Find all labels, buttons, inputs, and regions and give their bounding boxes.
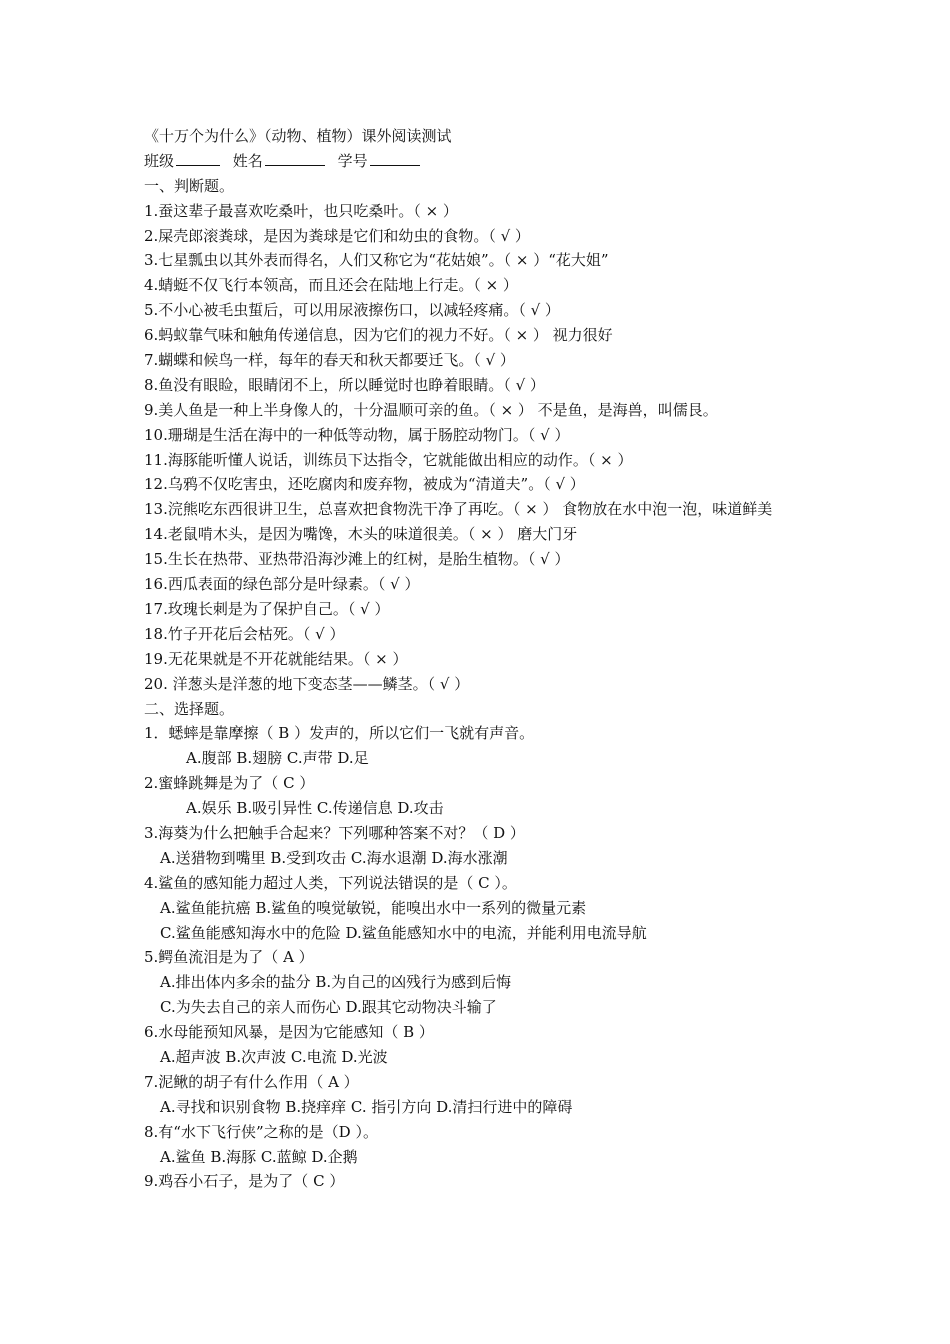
judgement-question: 20. 洋葱头是洋葱的地下变态茎——鳞茎。（ √ ） — [144, 674, 470, 693]
choice-question: 2.蜜蜂跳舞是为了（ C ） — [144, 774, 315, 793]
choice-options: A.腹部 B.翅膀 C.声带 D.足 — [186, 749, 369, 768]
student-info-line — [144, 149, 824, 174]
judgement-question: 19.无花果就是不开花就能结果。（ × ） — [144, 649, 408, 668]
choice-question: 9.鸡吞小石子，是为了（ C ） — [144, 1172, 345, 1191]
name-label: 姓名 — [232, 151, 263, 170]
choice-options: A.娱乐 B.吸引异性 C.传递信息 D.攻击 — [186, 799, 444, 818]
name-blank[interactable] — [265, 149, 325, 166]
document-content — [144, 124, 824, 1194]
judgement-question: 11.海豚能听懂人说话，训练员下达指令，它就能做出相应的动作。（ × ） — [144, 450, 633, 469]
choice-question: 7.泥鳅的胡子有什么作用（ A ） — [144, 1072, 359, 1091]
judgement-question: 9.美人鱼是一种上半身像人的，十分温顺可亲的鱼。（ × ） 不是鱼，是海兽，叫儒艮。 — [144, 400, 718, 419]
choice-question: 4.鲨鱼的感知能力超过人类，下列说法错误的是（ C ）。 — [144, 873, 517, 892]
choice-options: A.鲨鱼能抗癌 B.鲨鱼的嗅觉敏锐，能嗅出水中一系列的微量元素 — [160, 898, 587, 917]
judgement-question: 6.蚂蚁靠气味和触角传递信息，因为它们的视力不好。（ × ） 视力很好 — [144, 326, 613, 345]
class-blank[interactable] — [176, 149, 220, 166]
judgement-question: 2.屎壳郎滚粪球，是因为粪球是它们和幼虫的食物。（ √ ） — [144, 226, 530, 245]
judgement-question: 8.鱼没有眼睑，眼睛闭不上，所以睡觉时也睁着眼睛。（ √ ） — [144, 375, 545, 394]
choice-options: A.寻找和识别食物 B.挠痒痒 C. 指引方向 D.清扫行进中的障碍 — [160, 1097, 573, 1116]
judgement-question: 12.乌鸦不仅吃害虫，还吃腐肉和废弃物，被成为“清道夫”。（ √ ） — [144, 475, 585, 494]
class-label: 班级 — [144, 151, 175, 170]
judgement-question: 3.七星瓢虫以其外表而得名，人们又称它为“花姑娘”。（ × ）“花大姐” — [144, 251, 609, 270]
judgement-question: 14.老鼠啃木头，是因为嘴馋，木头的味道很美。（ × ） 磨大门牙 — [144, 525, 578, 544]
choice-question: 3.海葵为什么把触手合起来？下列哪种答案不对？（ D ） — [144, 823, 525, 842]
choice-question: 5.鳄鱼流泪是为了（ A ） — [144, 948, 314, 967]
choice-question: 1．蟋蟀是靠摩擦（ B ）发声的，所以它们一飞就有声音。 — [144, 724, 535, 743]
choice-options: A.排出体内多余的盐分 B.为自己的凶残行为感到后悔 — [160, 973, 512, 992]
judgement-question: 10.珊瑚是生活在海中的一种低等动物，属于肠腔动物门。（ √ ） — [144, 425, 570, 444]
section-heading-choice: 二、选择题。 — [144, 699, 235, 718]
choice-options: A.鲨鱼 B.海豚 C.蓝鲸 D.企鹅 — [160, 1147, 358, 1166]
choice-options: A.送猎物到嘴里 B.受到攻击 C.海水退潮 D.海水涨潮 — [160, 848, 508, 867]
judgement-question: 5.不小心被毛虫蜇后，可以用尿液擦伤口，以减轻疼痛。（ √ ） — [144, 301, 560, 320]
judgement-question: 13.浣熊吃东西很讲卫生，总喜欢把食物洗干净了再吃。（ × ） 食物放在水中泡一泡，味道鲜美 — [144, 500, 773, 519]
judgement-question: 4.蜻蜓不仅飞行本领高，而且还会在陆地上行走。（ × ） — [144, 276, 518, 295]
choice-question: 8.有“水下飞行侠”之称的是（D ）。 — [144, 1122, 378, 1141]
section-heading-judgement: 一、判断题。 — [144, 176, 235, 195]
choice-options: A.超声波 B.次声波 C.电流 D.光波 — [160, 1047, 388, 1066]
id-label: 学号 — [337, 151, 368, 170]
judgement-question: 7.蝴蝶和候鸟一样，每年的春天和秋天都要迁飞。（ √ ） — [144, 351, 515, 370]
id-blank[interactable] — [370, 149, 420, 166]
judgement-question-list — [144, 199, 824, 697]
choice-options: C.鲨鱼能感知海水中的危险 D.鲨鱼能感知水中的电流，并能利用电流导航 — [160, 923, 647, 942]
choice-options: C.为失去自己的亲人而伤心 D.跟其它动物决斗输了 — [160, 998, 497, 1017]
judgement-question: 15.生长在热带、亚热带沿海沙滩上的红树，是胎生植物。（ √ ） — [144, 550, 570, 569]
judgement-question: 16.西瓜表面的绿色部分是叶绿素。（ √ ） — [144, 575, 420, 594]
judgement-question: 17.玫瑰长刺是为了保护自己。（ √ ） — [144, 599, 390, 618]
judgement-question: 1.蚕这辈子最喜欢吃桑叶，也只吃桑叶。（ × ） — [144, 201, 458, 220]
judgement-question: 18.竹子开花后会枯死。（ √ ） — [144, 624, 345, 643]
choice-question-list — [144, 721, 824, 1194]
choice-question: 6.水母能预知风暴，是因为它能感知（ B ） — [144, 1023, 434, 1042]
document-title: 《十万个为什么》（动物、植物）课外阅读测试 — [144, 127, 452, 145]
